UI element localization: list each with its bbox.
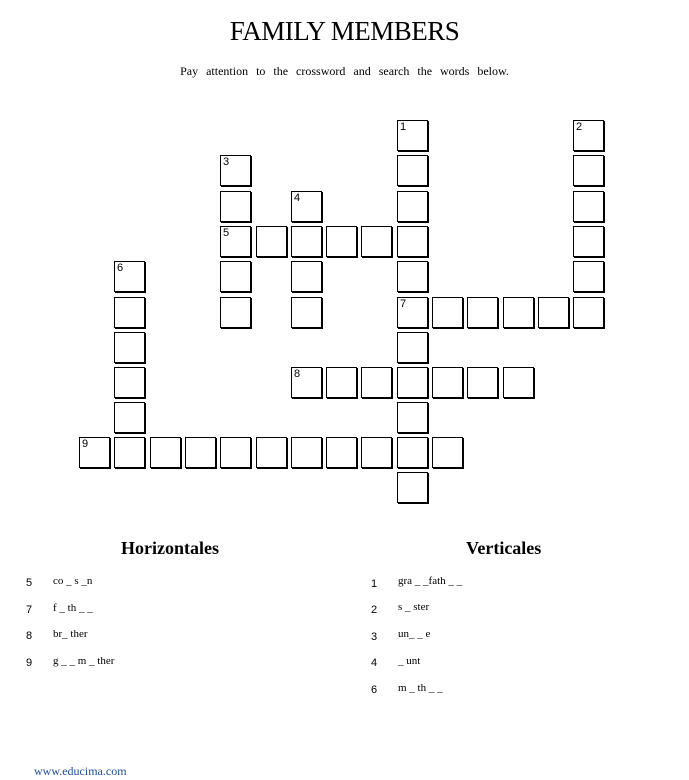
crossword-cell[interactable] [467, 297, 498, 328]
crossword-cell[interactable] [256, 437, 287, 468]
crossword-cell[interactable] [503, 297, 534, 328]
page-title: FAMILY MEMBERS [229, 16, 460, 46]
clue-text: un_ _ e [398, 628, 431, 640]
crossword-cell[interactable] [220, 261, 251, 292]
crossword-cell[interactable] [397, 261, 428, 292]
crossword-cell[interactable] [291, 437, 322, 468]
crossword-cell[interactable] [397, 472, 428, 503]
down-heading: Verticales [466, 538, 542, 558]
crossword-cell[interactable] [114, 332, 145, 363]
crossword-cell[interactable] [397, 226, 428, 257]
clue-number: 2 [371, 604, 378, 616]
clue-number-label: 9 [82, 438, 89, 450]
crossword-cell[interactable] [256, 226, 287, 257]
across-heading: Horizontales [121, 538, 219, 558]
crossword-cell[interactable] [538, 297, 569, 328]
crossword-cell[interactable] [220, 155, 251, 186]
clue-number-label: 5 [223, 227, 230, 239]
crossword-cell[interactable] [573, 261, 604, 292]
clue-text: _ unt [398, 655, 421, 667]
clue-text: f _ th _ _ [53, 602, 93, 614]
clue-number-label: 2 [576, 121, 583, 133]
crossword-cell[interactable] [397, 120, 428, 151]
crossword-cell[interactable] [291, 297, 322, 328]
crossword-cell[interactable] [397, 191, 428, 222]
crossword-cell[interactable] [397, 367, 428, 398]
crossword-cell[interactable] [397, 437, 428, 468]
crossword-cell[interactable] [573, 297, 604, 328]
clue-number-label: 1 [400, 121, 407, 133]
clue-text: s _ ster [398, 601, 430, 613]
crossword-cell[interactable] [397, 402, 428, 433]
clue-number-label: 6 [117, 262, 124, 274]
clue-text: co _ s _n [53, 575, 93, 587]
crossword-cell[interactable] [79, 437, 110, 468]
clue-number-label: 3 [223, 156, 230, 168]
crossword-cell[interactable] [114, 297, 145, 328]
crossword-cell[interactable] [432, 437, 463, 468]
clue-text: gra _ _fath _ _ [398, 575, 463, 587]
clue-number-label: 8 [294, 368, 301, 380]
crossword-cell[interactable] [573, 120, 604, 151]
crossword-cell[interactable] [432, 367, 463, 398]
clue-number: 5 [26, 577, 33, 589]
clue-number: 6 [371, 684, 378, 696]
crossword-cell[interactable] [397, 332, 428, 363]
crossword-cell[interactable] [503, 367, 534, 398]
crossword-cell[interactable] [397, 297, 428, 328]
crossword-cell[interactable] [467, 367, 498, 398]
crossword-cell[interactable] [326, 226, 357, 257]
clue-number: 8 [26, 630, 33, 642]
instructions: Pay attention to the crossword and search the words below. [180, 64, 509, 78]
crossword-cell[interactable] [185, 437, 216, 468]
clue-number-label: 7 [400, 298, 407, 310]
crossword-cell[interactable] [573, 191, 604, 222]
crossword-cell[interactable] [361, 367, 392, 398]
crossword-cell[interactable] [150, 437, 181, 468]
clue-number: 4 [371, 657, 378, 669]
crossword-cell[interactable] [220, 226, 251, 257]
crossword-cell[interactable] [114, 261, 145, 292]
crossword-cell[interactable] [291, 261, 322, 292]
crossword-cell[interactable] [361, 437, 392, 468]
crossword-cell[interactable] [573, 155, 604, 186]
clue-text: br_ ther [53, 628, 88, 640]
crossword-cell[interactable] [220, 297, 251, 328]
clue-number: 7 [26, 604, 33, 616]
crossword-cell[interactable] [432, 297, 463, 328]
crossword-cell[interactable] [361, 226, 392, 257]
crossword-cell[interactable] [326, 437, 357, 468]
footer-link[interactable]: www.educima.com [34, 764, 127, 778]
crossword-cell[interactable] [291, 226, 322, 257]
crossword-cell[interactable] [291, 367, 322, 398]
clue-number: 3 [371, 631, 378, 643]
clue-number: 1 [371, 578, 378, 590]
crossword-cell[interactable] [573, 226, 604, 257]
crossword-cell[interactable] [114, 437, 145, 468]
crossword-cell[interactable] [326, 367, 357, 398]
crossword-cell[interactable] [114, 402, 145, 433]
crossword-cell[interactable] [114, 367, 145, 398]
clue-text: m _ th _ _ [398, 682, 443, 694]
crossword-cell[interactable] [397, 155, 428, 186]
crossword-cell[interactable] [291, 191, 322, 222]
crossword-cell[interactable] [220, 191, 251, 222]
clue-number-label: 4 [294, 192, 301, 204]
clue-number: 9 [26, 657, 33, 669]
clue-text: g _ _ m _ ther [53, 655, 115, 667]
crossword-cell[interactable] [220, 437, 251, 468]
